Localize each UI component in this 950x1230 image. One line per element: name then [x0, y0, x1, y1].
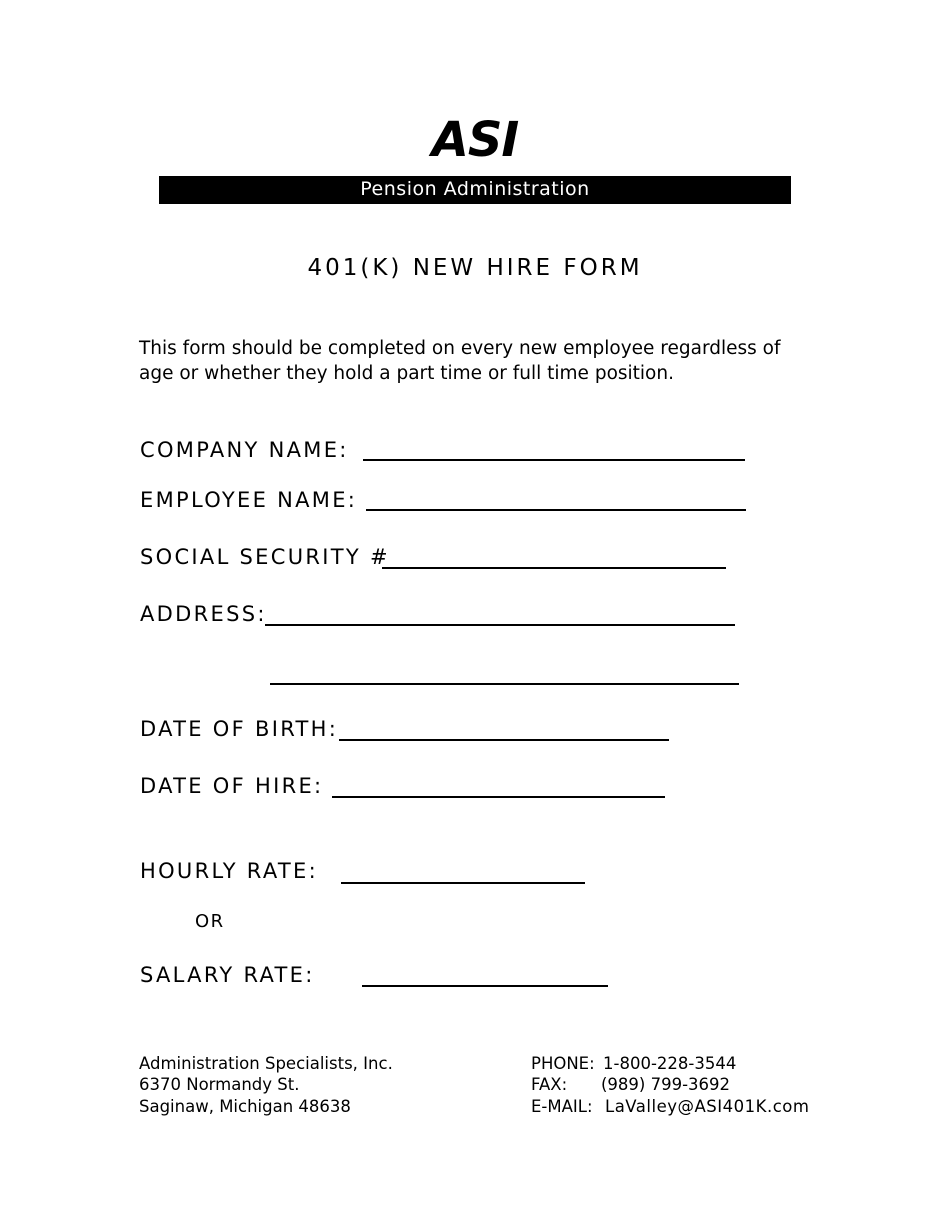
date-of-birth-label: DATE OF BIRTH: [140, 717, 339, 741]
footer-street: 6370 Normandy St. [139, 1075, 300, 1094]
date-of-hire-blank[interactable] [332, 796, 665, 798]
company-name-blank[interactable] [363, 459, 745, 461]
asi-logo: ASI [431, 112, 519, 168]
footer-email[interactable]: LaValley@ASI401K.com [605, 1097, 810, 1116]
social-security-blank[interactable] [382, 567, 726, 569]
date-of-hire-label: DATE OF HIRE: [140, 774, 324, 798]
pension-administration-banner: Pension Administration [159, 176, 791, 204]
salary-rate-blank[interactable] [362, 985, 608, 987]
address-label: ADDRESS: [140, 602, 267, 626]
footer-phone-label: PHONE: [531, 1054, 595, 1073]
address-blank-line-2[interactable] [270, 683, 739, 685]
footer-fax-label: FAX: [531, 1075, 568, 1094]
salary-rate-label: SALARY RATE: [140, 963, 315, 987]
footer-company: Administration Specialists, Inc. [139, 1054, 393, 1073]
form-title: 401(K) NEW HIRE FORM [307, 255, 643, 281]
footer-phone: 1-800-228-3544 [603, 1054, 737, 1073]
date-of-birth-blank[interactable] [339, 739, 669, 741]
hourly-rate-label: HOURLY RATE: [140, 859, 318, 883]
hourly-rate-blank[interactable] [341, 882, 585, 884]
footer-email-label: E-MAIL: [531, 1097, 593, 1116]
employee-name-blank[interactable] [366, 509, 746, 511]
address-blank-line-1[interactable] [265, 624, 735, 626]
footer-fax: (989) 799-3692 [601, 1075, 731, 1094]
social-security-label: SOCIAL SECURITY # [140, 545, 390, 569]
footer-city: Saginaw, Michigan 48638 [139, 1097, 351, 1116]
intro-paragraph: This form should be completed on every new employee regardless of age or whether they hold a part time or full time position. [139, 338, 781, 384]
employee-name-label: EMPLOYEE NAME: [140, 488, 358, 512]
company-name-label: COMPANY NAME: [140, 438, 349, 462]
or-text: OR [195, 911, 225, 932]
